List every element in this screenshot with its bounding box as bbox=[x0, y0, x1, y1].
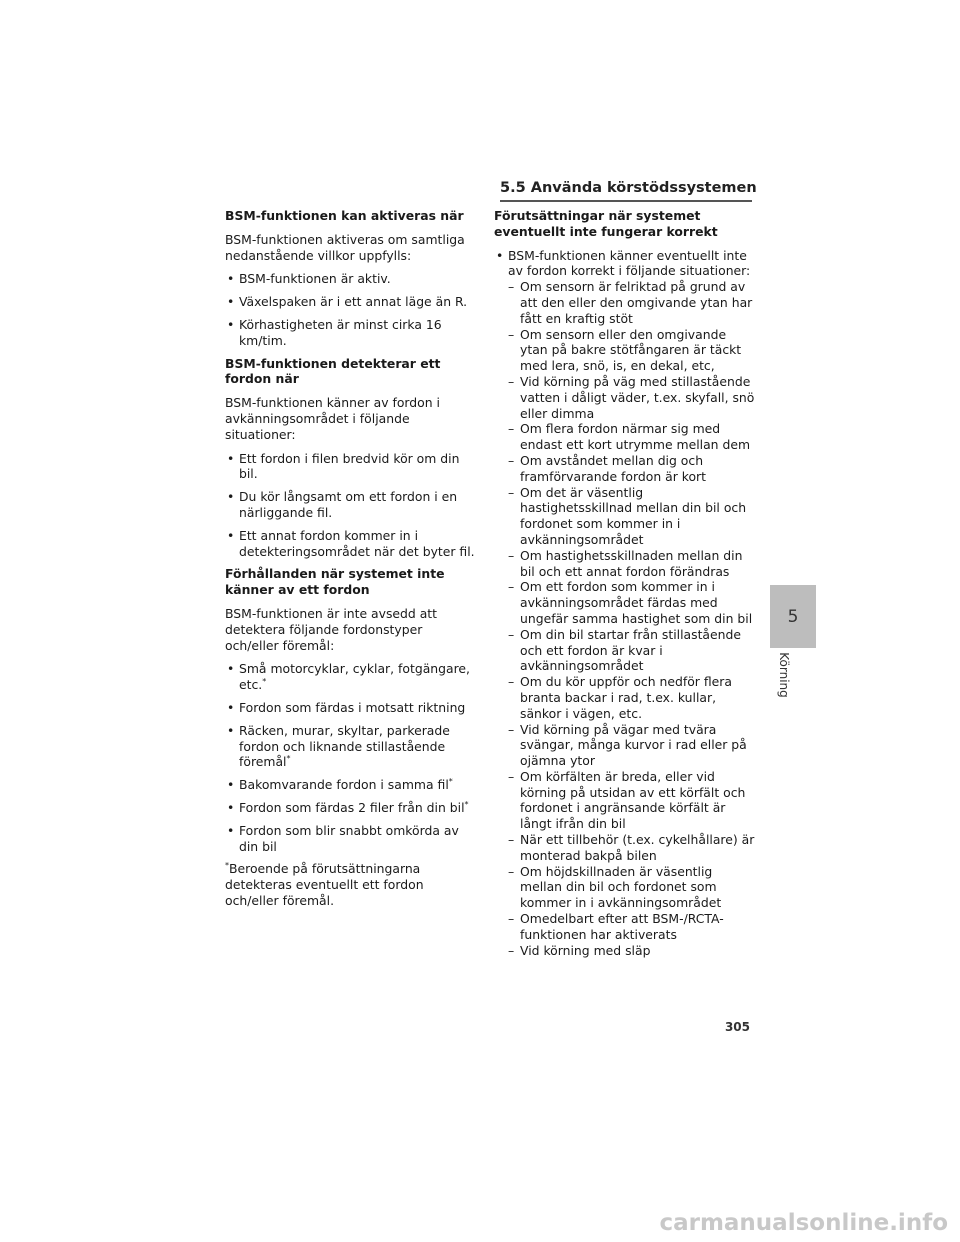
chapter-label-text: Körning bbox=[777, 652, 791, 698]
list-item: – Om höjdskillnaden är väsentlig mellan din bil och fordonet som kommer in i avkänningsområdet bbox=[508, 864, 756, 911]
detection-intro: BSM-funktionen känner av fordon i avkänningsområdet i följande situationer: bbox=[225, 395, 440, 442]
activation-conditions-list bbox=[225, 271, 475, 348]
list-item-text: Bakomvarande fordon i samma fil bbox=[239, 777, 449, 793]
footnote-marker: * bbox=[464, 799, 469, 809]
list-item: – Om sensorn är felriktad på grund av att den eller den omgivande ytan har fått en kraftig stöt bbox=[508, 279, 756, 326]
non-detection-intro: BSM-funktionen är inte avsedd att detektera följande fordonstyper och/eller föremål: bbox=[225, 605, 438, 653]
heading-activation: BSM-funktionen kan aktiveras när bbox=[225, 208, 464, 223]
heading-non-detection: Förhållanden när systemet inte känner av ett fordon bbox=[225, 566, 445, 598]
list-item bbox=[225, 723, 475, 770]
list-item: • Växelspaken är i ett annat läge än R. bbox=[225, 294, 475, 310]
list-item: – När ett tillbehör (t.ex. cykelhållare) är monterad bakpå bilen bbox=[508, 832, 756, 864]
list-item: • BSM-funktionen är aktiv. bbox=[225, 271, 475, 287]
list-item: – Om sensorn eller den omgivande ytan på bakre stötfångaren är täckt med lera, snö, is, en dekal, etc, bbox=[508, 327, 756, 374]
limitations-list bbox=[494, 248, 756, 959]
list-item: • Körhastigheten är minst cirka 16 km/tim. bbox=[225, 317, 475, 349]
footnote-marker: * bbox=[225, 861, 229, 871]
list-item-text: Fordon som färdas i motsatt riktning bbox=[239, 699, 466, 715]
chapter-number: 5 bbox=[787, 606, 799, 627]
footnote-marker: * bbox=[286, 754, 291, 764]
list-item: – Om avståndet mellan dig och framförvarande fordon är kort bbox=[508, 453, 756, 485]
list-item: • Du kör långsamt om ett fordon i en närliggande fil. bbox=[225, 489, 475, 521]
list-item: – Om det är väsentlig hastighetsskillnad mellan din bil och fordonet som kommer in i avkänningsområdet bbox=[508, 485, 756, 548]
right-column bbox=[494, 208, 756, 965]
list-item: – Vid körning med släp bbox=[508, 943, 756, 959]
list-item: • Ett fordon i filen bredvid kör om din bil. bbox=[225, 451, 475, 483]
chapter-label bbox=[764, 648, 804, 708]
list-item-text: Räcken, murar, skyltar, parkerade fordon och liknande stillastående föremål bbox=[239, 722, 450, 770]
header-divider bbox=[500, 200, 752, 202]
limitations-intro: • BSM-funktionen känner eventuellt inte av fordon korrekt i följande situationer: bbox=[508, 247, 751, 279]
list-item-text: Fordon som blir snabbt omkörda av din bil bbox=[239, 822, 459, 854]
list-item: – Vid körning på väg med stillastående vatten i dåligt väder, t.ex. skyfall, snö eller dimma bbox=[508, 374, 756, 421]
footnote-text: Beroende på förutsättningarna detekteras eventuellt ett fordon och/eller föremål. bbox=[225, 861, 424, 908]
footnote-marker: * bbox=[448, 776, 453, 786]
limitation-conditions-list bbox=[508, 279, 756, 958]
list-item bbox=[494, 248, 756, 959]
list-item: – Omedelbart efter att BSM-/RCTA-funktionen har aktiverats bbox=[508, 911, 756, 943]
watermark: carmanualsonline.info bbox=[659, 1210, 948, 1236]
list-item: – Om ett fordon som kommer in i avkänningsområdet färdas med ungefär samma hastighet som din bil bbox=[508, 579, 756, 626]
list-item bbox=[225, 700, 475, 716]
list-item bbox=[225, 661, 475, 693]
heading-limitations: Förutsättningar när systemet eventuellt inte fungerar korrekt bbox=[494, 208, 718, 239]
list-item: – Vid körning på vägar med tvära svängar, många kurvor i rad eller på ojämna ytor bbox=[508, 722, 756, 769]
list-item-text: Fordon som färdas 2 filer från din bil bbox=[239, 799, 465, 815]
list-item: – Om hastighetsskillnaden mellan din bil och ett annat fordon förändras bbox=[508, 548, 756, 580]
list-item: – Om körfälten är breda, eller vid körning på utsidan av ett körfält och fordonet i angränsande körfält är långt ifrån din bil bbox=[508, 769, 756, 832]
section-title: 5.5 Använda körstödssystemen bbox=[500, 180, 757, 196]
activation-intro: BSM-funktionen aktiveras om samtliga nedanstående villkor uppfylls: bbox=[225, 231, 465, 263]
list-item: – Om din bil startar från stillastående och ett fordon är kvar i avkänningsområdet bbox=[508, 627, 756, 674]
list-item bbox=[225, 800, 475, 816]
non-detected-objects-list bbox=[225, 661, 475, 854]
heading-detection: BSM-funktionen detekterar ett fordon när bbox=[225, 355, 441, 387]
list-item bbox=[225, 777, 475, 793]
list-item: • Ett annat fordon kommer in i detekteringsområdet när det byter fil. bbox=[225, 528, 475, 560]
list-item: – Om flera fordon närmar sig med endast ett kort utrymme mellan dem bbox=[508, 421, 756, 453]
list-item-text: Små motorcyklar, cyklar, fotgängare, etc. bbox=[239, 661, 470, 693]
list-item: – Om du kör uppför och nedför flera branta backar i rad, t.ex. kullar, sänkor i vägen, etc. bbox=[508, 674, 756, 721]
page-number: 305 bbox=[724, 1020, 750, 1034]
chapter-tab[interactable] bbox=[770, 585, 816, 648]
list-item bbox=[225, 823, 475, 855]
footnote bbox=[225, 861, 475, 908]
detection-situations-list bbox=[225, 451, 475, 560]
footnote-marker: * bbox=[262, 677, 267, 686]
left-column bbox=[225, 208, 475, 917]
